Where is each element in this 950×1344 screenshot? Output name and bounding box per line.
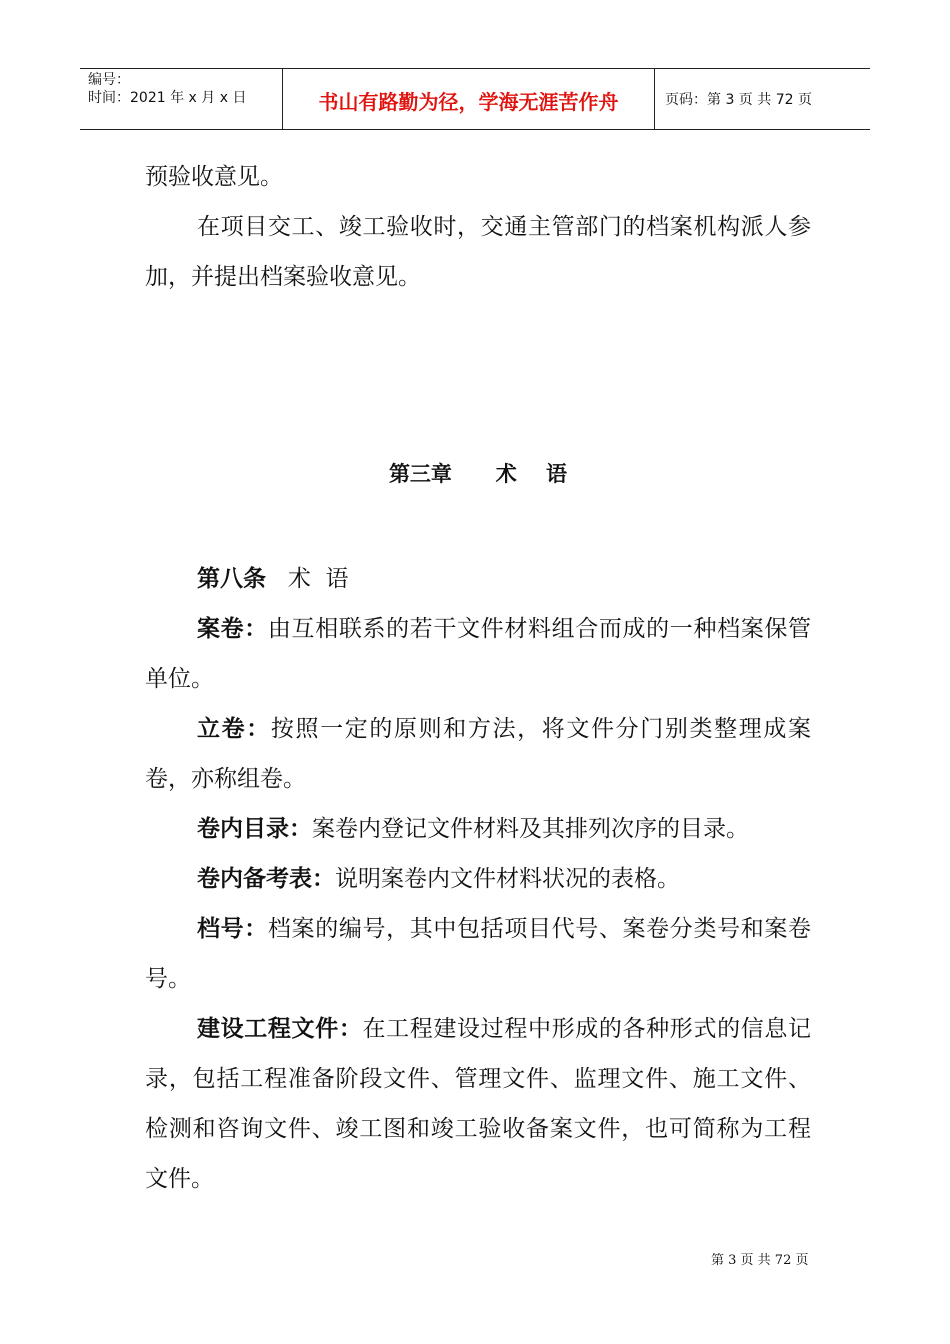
page-header [80, 68, 870, 130]
term-entry [145, 804, 811, 854]
intro-line: 预验收意见。 [145, 164, 283, 190]
term-definition: 在工程建设过程中形成的各种形式的信息记录，包括工程准备阶段文件、管理文件、监理文件、施工文件、检测和咨询文件、竣工图和竣工验收备案文件，也可简称为工程文件。 [145, 1016, 812, 1192]
term-entry [145, 1004, 811, 1204]
article-heading [145, 554, 811, 604]
document-number-label: 编号： [88, 72, 130, 88]
term-entry [145, 704, 811, 804]
term-entry [145, 854, 811, 904]
intro-section [145, 152, 811, 302]
term-definition: 说明案卷内文件材料状况的表格。 [335, 866, 680, 892]
intro-paragraph: 在项目交工、竣工验收时，交通主管部门的档案机构派人参加，并提出档案验收意见。 [145, 214, 811, 290]
chapter-title: 第三章 术 语 [388, 462, 568, 486]
term-label: 案卷： [197, 616, 268, 642]
article-number: 第八条 [197, 566, 266, 592]
term-label: 档号： [197, 916, 268, 942]
term-definition: 按照一定的原则和方法，将文件分门别类整理成案卷，亦称组卷。 [145, 716, 811, 792]
term-definition: 由互相联系的若干文件材料组合而成的一种档案保管单位。 [145, 616, 812, 692]
header-motto: 书山有路勤为径，学海无涯苦作舟 [282, 69, 655, 129]
term-label: 卷内备考表： [197, 866, 335, 892]
terms-section [145, 554, 811, 1204]
term-entry [145, 904, 811, 1004]
term-entry [145, 604, 811, 704]
term-label: 立卷： [197, 716, 271, 742]
term-label: 卷内目录： [197, 816, 312, 842]
page-footer: 第 3 页 共 72 页 [711, 1253, 809, 1268]
article-title: 术 语 [266, 566, 349, 592]
term-definition: 案卷内登记文件材料及其排列次序的目录。 [312, 816, 749, 842]
term-label: 建设工程文件： [197, 1016, 363, 1042]
term-definition: 档案的编号，其中包括项目代号、案卷分类号和案卷号。 [145, 916, 812, 992]
header-page-info: 页码：第 3 页 共 72 页 [665, 92, 812, 108]
header-meta [80, 69, 282, 129]
document-date: 时间：2021 年 x 月 x 日 [88, 90, 247, 106]
